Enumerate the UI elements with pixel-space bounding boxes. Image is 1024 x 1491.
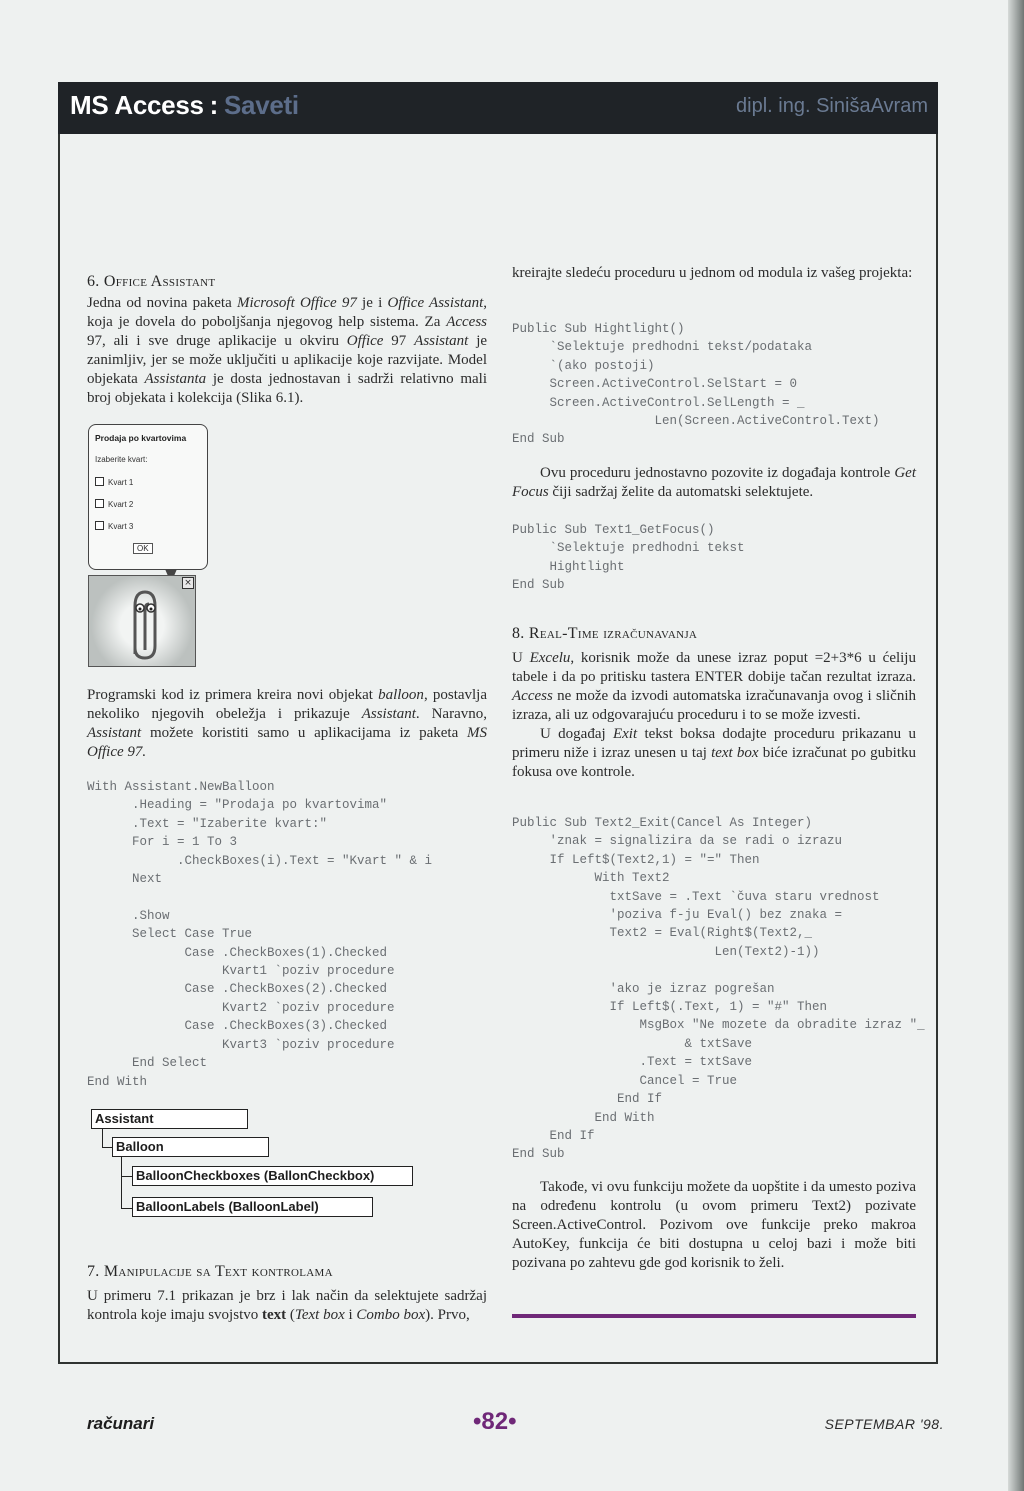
diagram-box-balloon-checkboxes: BalloonCheckboxes (BallonCheckbox) — [132, 1166, 413, 1186]
paragraph-exit-event: U događaj Exit tekst boksa dodajte proceduru prikazanu u primeru niže i izraz unesen u taj text box biće izračunat po gubitku fokusa ove kontrole. — [512, 726, 917, 780]
diagram-connector-3 — [121, 1157, 122, 1209]
code-highlight-procedure: Public Sub Hightlight() `Selektuje predhodni tekst/podataka `(ako postoji) Screen.ActiveControl.SelStart = 0 Screen.ActiveControl.SelLength = _ Len(Screen.ActiveControl.Text) End Sub — [512, 322, 880, 447]
assistant-close-button[interactable]: × — [182, 577, 194, 589]
header-section: Saveti — [224, 90, 299, 120]
right-intro — [512, 264, 916, 283]
right-getfocus-text — [512, 464, 916, 502]
right-code-highlight — [512, 320, 916, 449]
paragraph-excel: U Excelu, korisnik može da unese izraz poput =2+3*6 u ćeliju tabele i da po pritisku tastera ENTER dobije tačan rezultat izraza. Access ne može da izvodi automatska izračunavanja ovog i sličnih izraza, ali uz odgovarajuću proceduru i to se može izvesti. — [512, 650, 916, 723]
diagram-box-assistant: Assistant — [91, 1109, 248, 1129]
right-code-exit — [512, 814, 925, 1164]
header-app-name: MS Access — [70, 90, 204, 120]
assistant-balloon-figure — [88, 424, 208, 570]
paragraph-office-assistant: Jedna od novina paketa Microsoft Office 97 je i Office Assistant, koja je dovela do poboljšanja njegovog help sistema. Za Access 97, ali i sve druge aplikacije u okviru Office 97 Assistant je zanimljiv, jer se može uključiti u aplikacije koje razvijate. Model objekata Assistanta je dosta jednostavan i sadrži relativno mali broj objekata i kolekcija (Slika 6.1). — [87, 295, 488, 406]
paperclip-icon — [113, 584, 173, 664]
article-end-bar — [512, 1314, 916, 1318]
diagram-box-balloon: Balloon — [112, 1137, 269, 1157]
header-author: dipl. ing. SinišaAvram — [736, 95, 928, 117]
left-section-6 — [87, 272, 487, 408]
right-section-8 — [512, 624, 916, 782]
heading-text-controls: 7. Manipulacije sa Text kontrolama — [87, 1263, 333, 1280]
paragraph-text-controls: U primeru 7.1 prikazan je brz i lak način da selektujete sadržaj kontrola koje imaju svojstvo text (Text box i Combo box). Prvo, — [87, 1288, 487, 1323]
right-code-getfocus — [512, 521, 916, 595]
code-getfocus-procedure: Public Sub Text1_GetFocus() `Selektuje predhodni tekst Hightlight End Sub — [512, 523, 745, 593]
left-code-block — [87, 778, 487, 1091]
code-exit-procedure: Public Sub Text2_Exit(Cancel As Integer) 'znak = signalizira da se radi o izrazu If Left$(Text2,1) = "=" Then With Text2 txtSave = .Text `čuva staru vrednost 'poziva f-ju Eval() bez znaka = Text2 = Eval(Right$(Text2,_ Len(Text2)-1)) 'ako je izraz pogrešan If Left$(.Text, 1) = "#" Then MsgBox "Ne mozete da obradite izraz "_ & txtSave .Text = txtSave Cancel = True End If End With End If End Sub — [512, 816, 925, 1162]
heading-office-assistant: 6. Office Assistant — [87, 273, 216, 290]
heading-real-time: 8. Real-Time izračunavanja — [512, 625, 698, 642]
paragraph-generalize: Takođe, vi ovu funkciju možete da uopštite i da umesto poziva na određenu kontrolu (u ovom primeru Text2) pozivate Screen.ActiveControl. Pozivom ove funkcije preko makroa AutoKey, funkcija će biti dostupna u celoj bazi i može biti pozivana po zahtevu gde god korisnik to želi. — [512, 1179, 916, 1271]
paragraph-create-procedure: kreirajte sledeću proceduru u jednom od modula iz vašeg projekta: — [512, 265, 913, 281]
diagram-connector-1 — [102, 1128, 103, 1148]
page-edge-shadow — [1008, 0, 1024, 1491]
paragraph-balloon: Programski kod iz primera kreira novi objekat balloon, postavlja nekoliko njegovih obeležja i prikazuje Assistant. Naravno, Assistant možete koristiti samo u aplikacijama iz paketa MS Office 97. — [87, 687, 488, 760]
balloon-checkbox-1[interactable]: Kvart 1 — [95, 477, 133, 487]
balloon-checkbox-2[interactable]: Kvart 2 — [95, 499, 133, 509]
assistant-window — [88, 575, 196, 667]
right-generalize — [512, 1178, 916, 1273]
left-balloon-text — [87, 686, 487, 762]
footer-magazine: računari — [87, 1414, 155, 1433]
page-header — [58, 82, 938, 134]
footer-page-number: •82• — [473, 1408, 517, 1435]
paragraph-getfocus: Ovu proceduru jednostavno pozovite iz događaja kontrole Get Focus čiji sadržaj želite da automatski selektujete. — [512, 465, 916, 500]
header-title — [70, 90, 299, 121]
balloon-prompt: Izaberite kvart: — [95, 455, 148, 464]
left-section-7 — [87, 1262, 487, 1325]
header-separator: : — [209, 90, 218, 120]
code-assistant-balloon: With Assistant.NewBalloon .Heading = "Prodaja po kvartovima" .Text = "Izaberite kvart:" For i = 1 To 3 .CheckBoxes(i).Text = "Kvart " & i Next .Show Select Case True Case .CheckBoxes(1).Checked Kvart1 `poziv procedure Case .CheckBoxes(2).Checked Kvart2 `poziv procedure Case .CheckBoxes(3).Checked Kvart3 `poziv procedure End Select End With — [87, 780, 433, 1089]
footer-issue: SEPTEMBAR '98. — [824, 1416, 944, 1432]
balloon-checkbox-3[interactable]: Kvart 3 — [95, 521, 133, 531]
diagram-box-balloon-labels: BalloonLabels (BalloonLabel) — [132, 1197, 373, 1217]
balloon-ok-button[interactable]: OK — [133, 543, 153, 554]
balloon-heading: Prodaja po kvartovima — [95, 433, 187, 443]
